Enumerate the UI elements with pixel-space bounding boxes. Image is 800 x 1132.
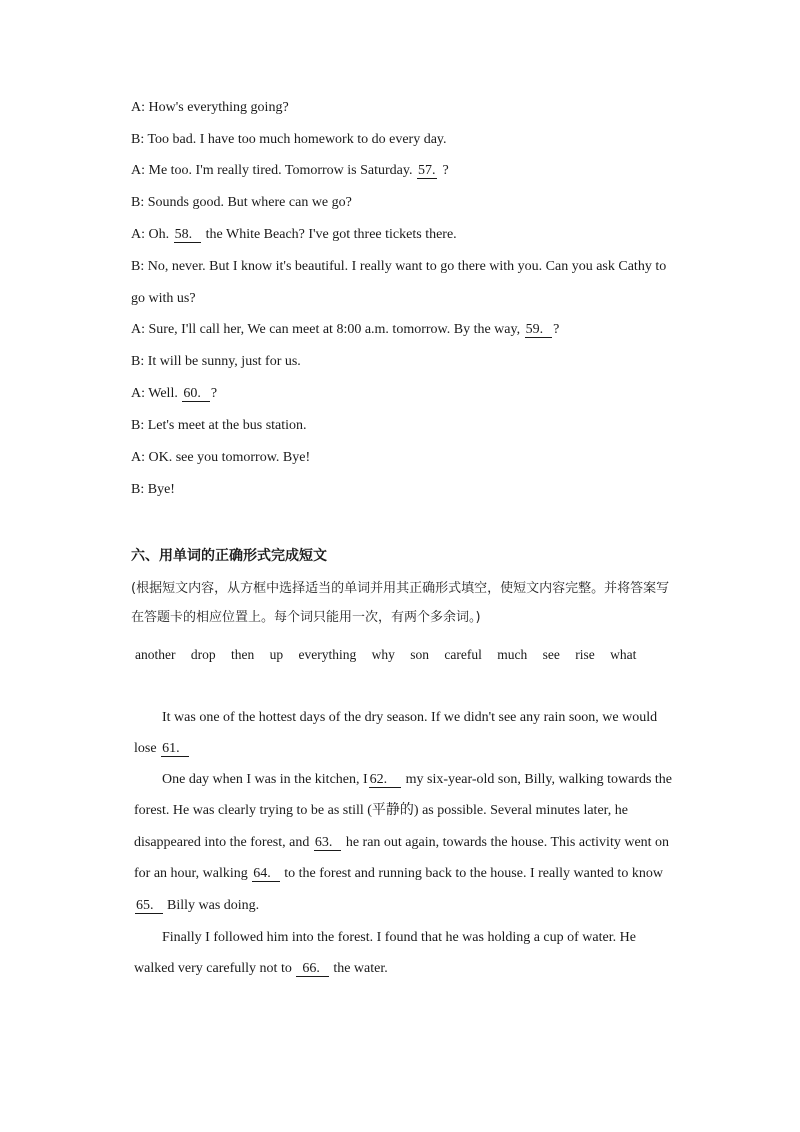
word-bank-item: everything bbox=[298, 647, 357, 662]
word-bank-item: see bbox=[542, 647, 560, 662]
word-bank-item: why bbox=[371, 647, 395, 662]
passage-line: for an hour, walking 64. to the forest and running back to the house. I really wanted to know bbox=[134, 866, 663, 881]
section-instruction: (根据短文内容，从方框中选择适当的单词并用其正确形式填空，使短文内容完整。并将答案写在答题卡的相应位置上。每个词只能用一次，有两个多余词。) bbox=[131, 581, 670, 625]
passage-line: walked very carefully not to 66. the water. bbox=[134, 961, 388, 976]
word-bank-item: then bbox=[230, 647, 255, 662]
dialogue-line: go with us? bbox=[131, 291, 196, 306]
section-title: 六、用单词的正确形式完成短文 bbox=[131, 548, 327, 564]
blank-59: 59. bbox=[525, 322, 553, 338]
dialogue-line: B: No, never. But I know it's beautiful. I really want to go there with you. Can you ask Cathy to bbox=[131, 259, 667, 274]
passage-line: lose 61. bbox=[134, 740, 190, 758]
word-bank-item: what bbox=[610, 647, 637, 662]
passage-line: One day when I was in the kitchen, I 62. my six-year-old son, Billy, walking towards the bbox=[162, 772, 672, 787]
blank-62: 62. bbox=[369, 772, 402, 788]
blank-61: 61. bbox=[161, 741, 189, 757]
blank-58: 58. bbox=[174, 227, 202, 243]
dialogue-line: A: Oh. 58. the White Beach? I've got three tickets there. bbox=[131, 227, 457, 242]
word-bank-item: son bbox=[410, 647, 429, 662]
dialogue-line: B: Too bad. I have too much homework to do every day. bbox=[131, 132, 447, 147]
passage-line: Finally I followed him into the forest. I found that he was holding a cup of water. He bbox=[162, 930, 636, 945]
blank-60: 60. bbox=[182, 386, 210, 402]
dialogue-line: A: Well. 60. ? bbox=[131, 386, 218, 401]
passage-line: forest. He was clearly trying to be as still (平静的) as possible. Several minutes later, he bbox=[134, 803, 628, 818]
word-bank-item: drop bbox=[190, 647, 216, 662]
blank-66: 66. bbox=[296, 961, 329, 977]
dialogue-line: B: It will be sunny, just for us. bbox=[131, 354, 301, 369]
blank-64: 64. bbox=[252, 866, 280, 882]
dialogue-line: B: Sounds good. But where can we go? bbox=[131, 195, 352, 210]
word-bank-item: careful bbox=[444, 647, 482, 662]
dialogue-line: B: Bye! bbox=[131, 482, 175, 497]
blank-57: 57. bbox=[418, 163, 436, 178]
word-bank bbox=[135, 646, 642, 664]
passage-line: 65. Billy was doing. bbox=[136, 898, 260, 913]
passage-line: It was one of the hottest days of the dry season. If we didn't see any rain soon, we would bbox=[162, 710, 658, 725]
blank-65: 65. bbox=[135, 898, 163, 914]
word-bank-item: much bbox=[497, 647, 528, 662]
dialogue-line: B: Let's meet at the bus station. bbox=[131, 418, 307, 433]
dialogue-line: A: How's everything going? bbox=[131, 100, 289, 115]
word-bank-item: up bbox=[269, 647, 284, 662]
dialogue-line: A: Sure, I'll call her, We can meet at 8:00 a.m. tomorrow. By the way, 59. ? bbox=[131, 322, 560, 337]
passage-line: disappeared into the forest, and 63. he ran out again, towards the house. This activity went on bbox=[134, 835, 670, 850]
dialogue-line: A: Me too. I'm really tired. Tomorrow is Saturday. 57. ? bbox=[131, 163, 449, 178]
word-bank-item: another bbox=[135, 647, 176, 662]
word-bank-item: rise bbox=[575, 647, 595, 662]
dialogue-line: A: OK. see you tomorrow. Bye! bbox=[131, 450, 311, 465]
blank-63: 63. bbox=[314, 835, 342, 851]
